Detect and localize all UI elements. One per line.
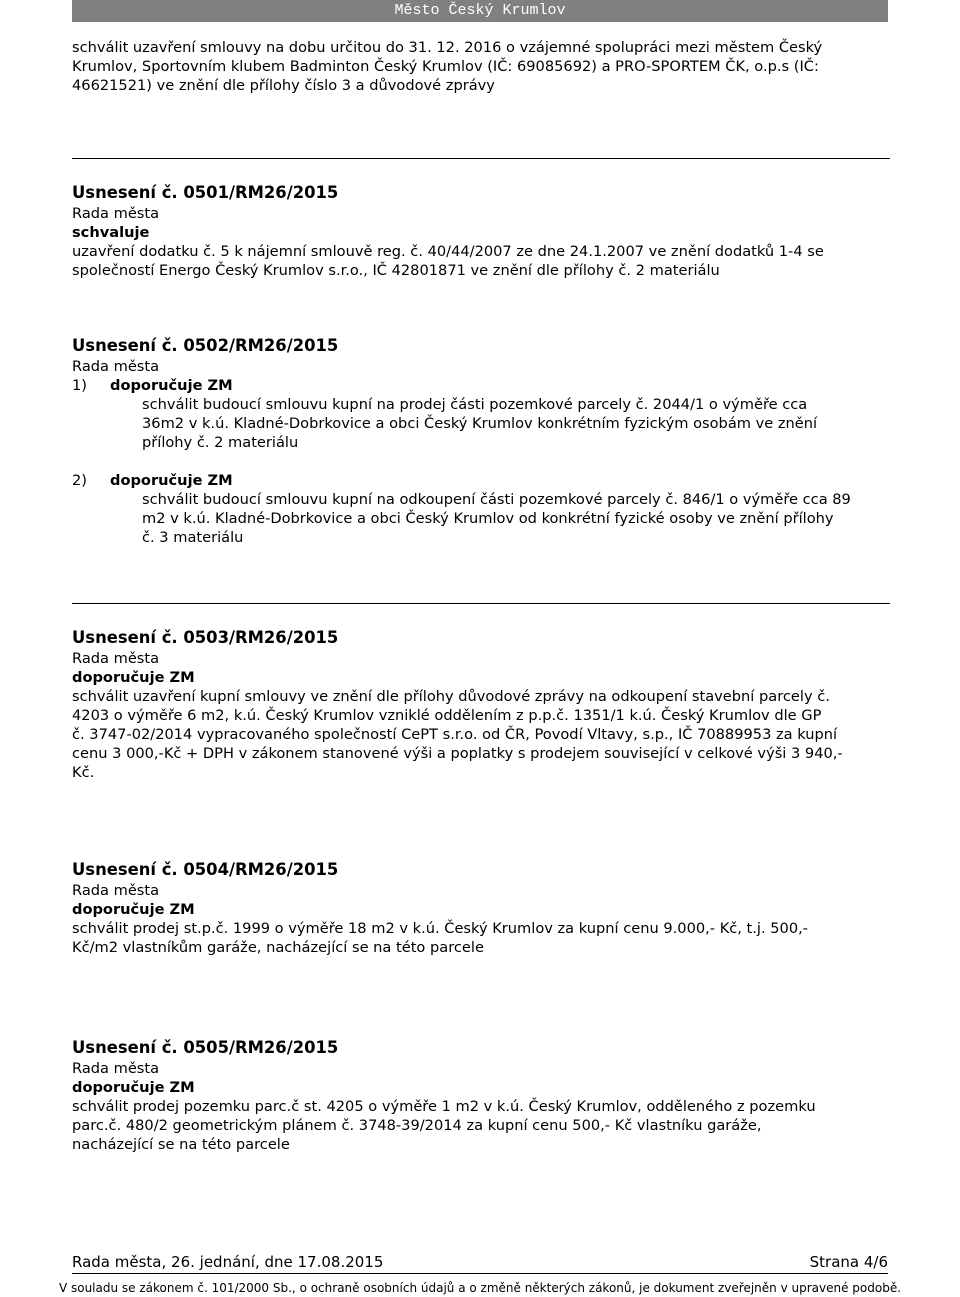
resolution-body: Rada města [72, 882, 160, 899]
header-title: Město Český Krumlov [394, 2, 566, 19]
resolution-0505 [72, 1037, 890, 1154]
resolution-title: Usnesení č. 0505/RM26/2015 [72, 1038, 339, 1057]
text-line: uzavření dodatku č. 5 k nájemní smlouvě reg. č. 40/44/2007 ze dne 24.1.2007 ve znění dodatků 1-4 se [72, 243, 824, 260]
text-line: přílohy č. 2 materiálu [142, 434, 299, 451]
resolution-action: doporučuje ZM [72, 669, 195, 686]
resolution-action: schvaluje [72, 224, 150, 241]
resolution-title: Usnesení č. 0502/RM26/2015 [72, 336, 339, 355]
text-line: m2 v k.ú. Kladné-Dobrkovice a obci Český Krumlov od konkrétní fyzické osoby ve znění přílohy [142, 510, 834, 527]
resolution-action: doporučuje ZM [72, 1079, 195, 1096]
resolution-0503 [72, 627, 890, 782]
resolution-body: Rada města [72, 650, 160, 667]
resolution-item-1 [72, 376, 890, 452]
text-line: schválit prodej st.p.č. 1999 o výměře 18 m2 v k.ú. Český Krumlov za kupní cenu 9.000,- Kč, t.j. 500,- [72, 920, 809, 937]
resolution-title: Usnesení č. 0504/RM26/2015 [72, 860, 339, 879]
resolution-action: doporučuje ZM [72, 901, 195, 918]
text-line: nacházející se na této parcele [72, 1136, 290, 1153]
page-footer [72, 1252, 888, 1272]
text-line: schválit budoucí smlouvu kupní na odkoupení části pozemkové parcely č. 846/1 o výměře cca 89 [142, 491, 851, 508]
resolution-body: Rada města [72, 1060, 160, 1077]
text-line: společností Energo Český Krumlov s.r.o., IČ 42801871 ve znění dle přílohy č. 2 materiálu [72, 262, 720, 279]
text-line: schválit budoucí smlouvu kupní na prodej části pozemkové parcely č. 2044/1 o výměře cca [142, 396, 808, 413]
item-number: 2) [72, 472, 87, 489]
text-line: schválit prodej pozemku parc.č st. 4205 o výměře 1 m2 v k.ú. Český Krumlov, odděleného z pozemku [72, 1098, 816, 1115]
footer-page-number: Strana 4/6 [809, 1253, 888, 1271]
text-line: č. 3747-02/2014 vypracovaného společností CePT s.r.o. od ČR, Povodí Vltavy, s.p., IČ 70889953 za kupní [72, 726, 838, 743]
text-line: schválit uzavření smlouvy na dobu určitou do 31. 12. 2016 o vzájemné spolupráci mezi městem Český [72, 39, 823, 56]
footer-privacy-note: V souladu se zákonem č. 101/2000 Sb., o ochraně osobních údajů a o změně některých zákonů, je dokument zveřejněn v upravené podobě. [58, 1281, 902, 1295]
text-line: 36m2 v k.ú. Kladné-Dobrkovice a obci Český Krumlov konkrétním fyzickým osobám ve znění [142, 415, 818, 432]
page-header [72, 0, 888, 22]
resolution-0504 [72, 859, 890, 957]
item-action: doporučuje ZM [110, 472, 233, 489]
footer-meeting-info: Rada města, 26. jednání, dne 17.08.2015 [72, 1253, 384, 1271]
text-line: parc.č. 480/2 geometrickým plánem č. 3748-39/2014 za kupní cenu 500,- Kč vlastníku garáže, [72, 1117, 762, 1134]
resolution-item-2 [72, 471, 890, 547]
text-line: cenu 3 000,-Kč + DPH v zákonem stanovené výši a poplatky s prodejem související v celkové výši 3 940,- [72, 745, 843, 762]
text-line: schválit uzavření kupní smlouvy ve znění dle přílohy důvodové zprávy na odkoupení stavební parcely č. [72, 688, 830, 705]
text-line: 46621521) ve znění dle přílohy číslo 3 a důvodové zprávy [72, 77, 495, 94]
text-line: 4203 o výměře 6 m2, k.ú. Český Krumlov vzniklé oddělením z p.p.č. 1351/1 k.ú. Český Krumlov dle GP [72, 707, 822, 724]
document-body [72, 38, 890, 1154]
text-line: č. 3 materiálu [142, 529, 244, 546]
intro-paragraph [72, 38, 890, 95]
resolution-0502 [72, 335, 890, 547]
text-line: Krumlov, Sportovním klubem Badminton Český Krumlov (IČ: 69085692) a PRO-SPORTEM ČK, o.p.s (IČ: [72, 58, 819, 75]
resolution-0501 [72, 182, 890, 280]
footer-divider [72, 1273, 888, 1274]
resolution-body: Rada města [72, 205, 160, 222]
item-number: 1) [72, 377, 87, 394]
resolution-body: Rada města [72, 358, 160, 375]
item-action: doporučuje ZM [110, 377, 233, 394]
text-line: Kč. [72, 764, 95, 781]
resolution-title: Usnesení č. 0501/RM26/2015 [72, 183, 339, 202]
resolution-title: Usnesení č. 0503/RM26/2015 [72, 628, 339, 647]
text-line: Kč/m2 vlastníkům garáže, nacházející se na této parcele [72, 939, 484, 956]
